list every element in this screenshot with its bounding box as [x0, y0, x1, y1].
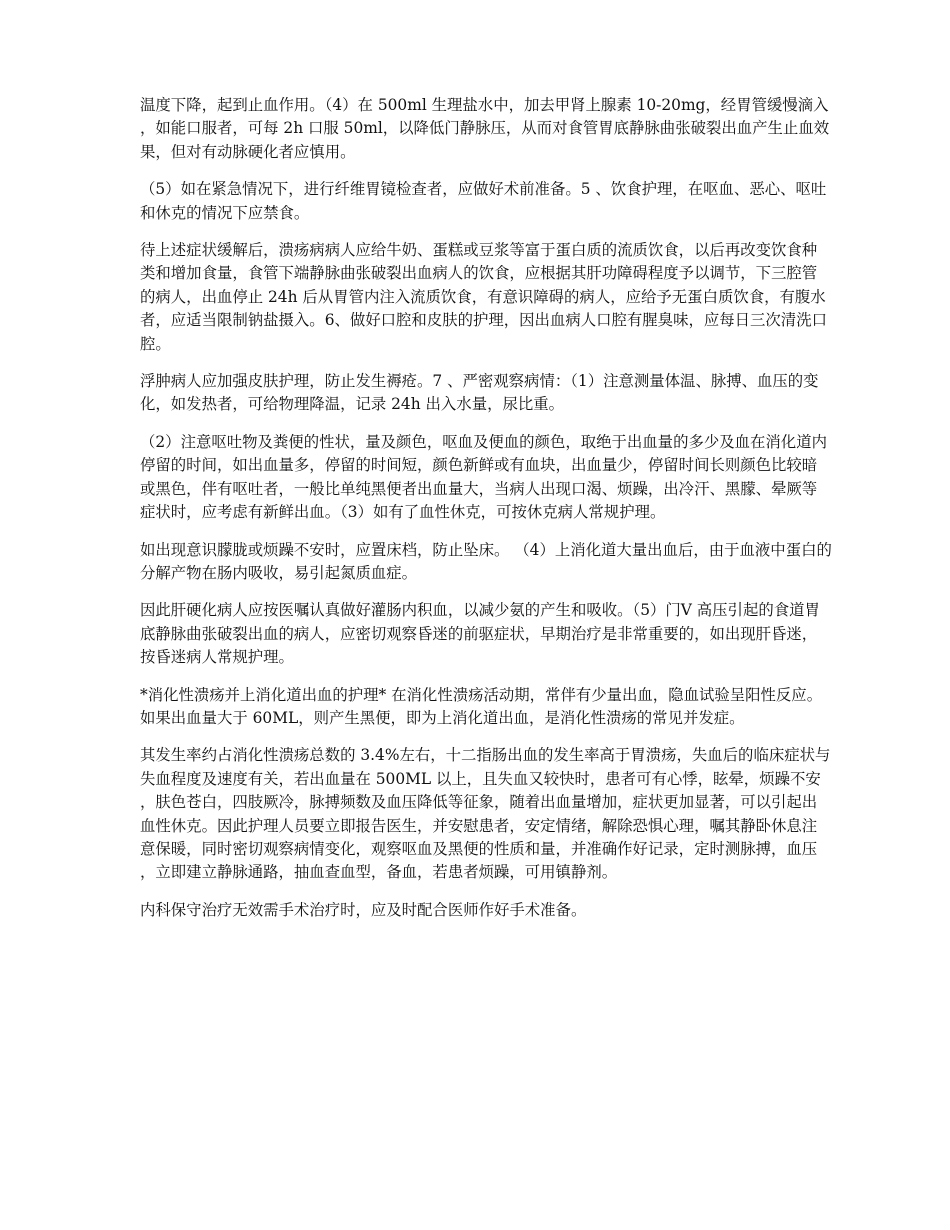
paragraph-consciousness: 如出现意识朦胧或烦躁不安时，应置床档，防止坠床。 （4）上消化道大量出血后，由于血液中蛋白的分解产物在肠内吸收，易引起氮质血症。	[140, 540, 832, 582]
paragraph-peptic-ulcer: *消化性溃疡并上消化道出血的护理* 在消化性溃疡活动期，常伴有少量出血，隐血试验呈阳性反应。如果出血量大于 60ML，则产生黑便，即为上消化道出血，是消化性溃疡的常见并发症。	[140, 685, 823, 727]
paragraph-cirrhosis: 因此肝硬化病人应按医嘱认真做好灌肠内积血，以减少氨的产生和吸收。（5）门V 高压引起的食道胃底静脉曲张破裂出血的病人，应密切观察昏迷的前驱症状，早期治疗是非常重要的，如出现肝昏迷，按昏迷病人常规护理。	[140, 601, 820, 667]
paragraph-diet-care: 待上述症状缓解后，溃疡病病人应给牛奶、蛋糕或豆浆等富于蛋白质的流质饮食，以后再改变饮食种类和增加食量，食管下端静脉曲张破裂出血病人的饮食，应根据其肝功障碍程度予以调节，下三腔管的病人，出血停止 24h 后从胃管内注入流质饮食，有意识障碍的病人，应给予无蛋白质饮食，有腹水者，应适当限制钠盐摄入。6、做好口腔和皮肤的护理，因出血病人口腔有腥臭味，应每日三次清洗口腔。	[140, 241, 827, 353]
paragraph-surgery: 内科保守治疗无效需手术治疗时，应及时配合医师作好手术准备。	[140, 900, 587, 919]
paragraph-incidence: 其发生率约占消化性溃疡总数的 3.4%左右，十二指肠出血的发生率高于胃溃疡，失血后的临床症状与失血程度及速度有关，若出血量在 500ML 以上，且失血又较快时，患者可有心悸，眩晕，烦躁不安，肤色苍白，四肢厥冷，脉搏频数及血压降低等征象，随着出血量增加，症状更加显著，可以引起出血性休克。因此护理人员要立即报告医生，并安慰患者，安定情绪，解除恐惧心理，嘱其静卧休息注意保暖，同时密切观察病情变化，观察呕血及黑便的性质和量，并准确作好记录，定时测脉搏，血压，立即建立静脉通路，抽血查血型，备血，若患者烦躁，可用镇静剂。	[140, 746, 831, 882]
paragraph-emergency-diet: （5）如在紧急情况下，进行纤维胃镜检查者，应做好术前准备。5 、饮食护理，在呕血、恶心、呕吐和休克的情况下应禁食。	[140, 180, 827, 222]
paragraph-hemostasis: 温度下降，起到止血作用。（4）在 500ml 生理盐水中，加去甲肾上腺素 10-20mg，经胃管缓慢滴入，如能口服者，可每 2h 口服 50ml，以降低门静脉压，从而对食管胃底静脉曲张破裂出血产生止血效果，但对有动脉硬化者应慎用。	[140, 96, 830, 161]
paragraph-skin-observation: 浮肿病人应加强皮肤护理，防止发生褥疮。7 、严密观察病情：（1）注意测量体温、脉搏、血压的变化，如发热者，可给物理降温，记录 24h 出入水量，尿比重。	[140, 372, 819, 414]
paragraph-vomit-stool: （2）注意呕吐物及粪便的性状，量及颜色，呕血及便血的颜色，取绝于出血量的多少及血在消化道内停留的时间，如出血量多，停留的时间短，颜色新鲜或有血块，出血量少，停留时间长则颜色比较暗或黑色，伴有呕吐者，一般比单纯黑便者出血量大，当病人出现口渴、烦躁，出冷汗、黑朦、晕厥等症状时，应考虑有新鲜出血。（3）如有了血性休克，可按休克病人常规护理。	[140, 432, 827, 522]
document-page	[140, 94, 832, 936]
